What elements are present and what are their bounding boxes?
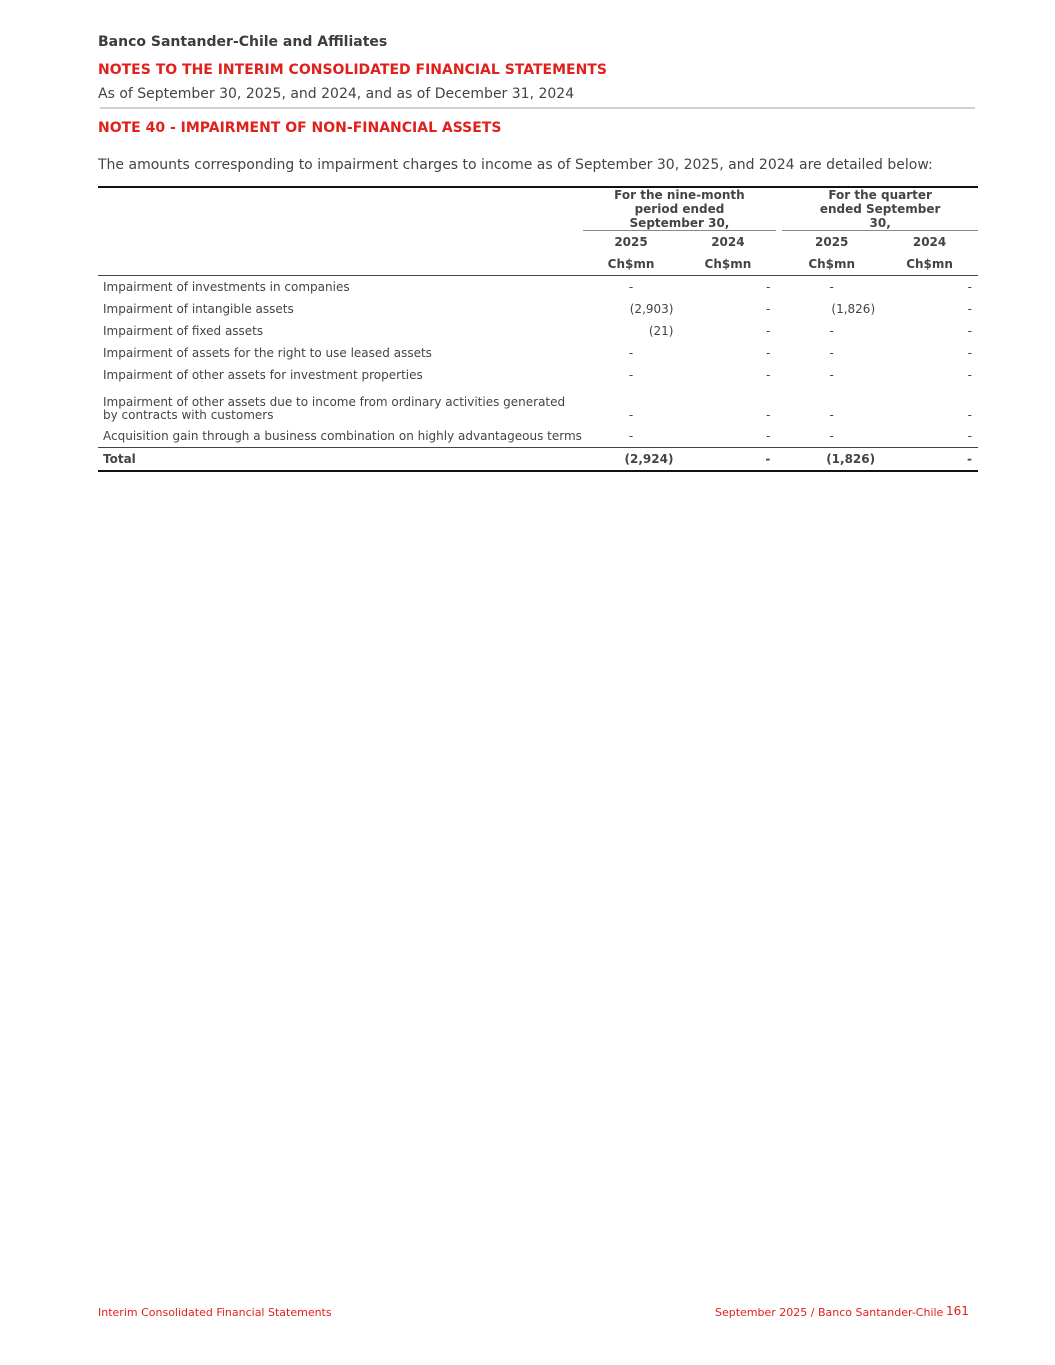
table-row	[98, 386, 978, 425]
row-value: -	[628, 346, 634, 360]
row-value: -	[829, 429, 834, 443]
row-value: -	[967, 429, 972, 443]
row-value: -	[628, 280, 634, 294]
unit-header: Ch$mn	[583, 253, 680, 276]
header-divider	[100, 107, 975, 109]
row-value: (21)	[648, 324, 674, 338]
table-total-row	[98, 448, 978, 472]
table-row	[98, 276, 978, 299]
unit-header: Ch$mn	[679, 253, 776, 276]
row-value: -	[766, 346, 771, 360]
row-value: -	[967, 346, 972, 360]
row-label: Impairment of other assets for investment properties	[103, 368, 423, 382]
row-value: -	[967, 302, 972, 316]
row-label: Impairment of assets for the right to use leased assets	[103, 346, 432, 360]
footer-separator: /	[807, 1306, 818, 1319]
company-name: Banco Santander-Chile and Affiliates	[98, 34, 388, 50]
row-value: -	[628, 408, 634, 422]
note-title: NOTE 40 - IMPAIRMENT OF NON-FINANCIAL ASSETS	[98, 120, 502, 136]
row-value: -	[829, 368, 834, 382]
table-group-header	[98, 187, 978, 231]
total-label: Total	[98, 448, 583, 472]
impairment-table	[98, 186, 978, 472]
table-row	[98, 298, 978, 320]
year-header: 2024	[711, 235, 745, 249]
page-number: 161	[946, 1304, 969, 1318]
row-value: -	[766, 280, 771, 294]
year-header: 2024	[912, 235, 947, 249]
table-row	[98, 364, 978, 386]
row-value: -	[766, 302, 771, 316]
table-row	[98, 425, 978, 448]
total-value: (1,826)	[782, 448, 881, 472]
footer-document-title: Interim Consolidated Financial Statements	[98, 1306, 332, 1319]
group-header-nine-month	[583, 187, 777, 231]
row-value: -	[967, 280, 972, 294]
table-year-header	[98, 231, 978, 254]
footer-bank: Banco Santander-Chile	[818, 1306, 944, 1319]
group-header-nine-month-text: For the nine-month period ended September 30,	[614, 188, 745, 230]
total-value: -	[881, 448, 978, 472]
total-value: -	[679, 448, 776, 472]
row-value: -	[628, 368, 634, 382]
row-value: -	[766, 429, 771, 443]
row-value: (2,903)	[629, 302, 674, 316]
table-row	[98, 320, 978, 342]
report-dates: As of September 30, 2025, and 2024, and as of December 31, 2024	[98, 86, 575, 102]
note-intro: The amounts corresponding to impairment charges to income as of September 30, 2025, and 2024 are detailed below:	[98, 157, 933, 173]
unit-header: Ch$mn	[782, 253, 881, 276]
row-value: -	[766, 368, 771, 382]
total-value: (2,924)	[583, 448, 680, 472]
year-header: 2025	[815, 235, 849, 249]
row-value: -	[967, 324, 972, 338]
group-header-quarter-text: For the quarter ended September 30,	[819, 188, 941, 230]
row-label: Impairment of intangible assets	[103, 302, 294, 316]
group-header-quarter	[782, 187, 978, 231]
row-value: -	[967, 368, 972, 382]
unit-header: Ch$mn	[881, 253, 978, 276]
row-value: -	[967, 408, 972, 422]
table-unit-header	[98, 253, 978, 276]
footer-date: September 2025	[715, 1306, 808, 1319]
year-header: 2025	[614, 235, 648, 249]
table-row	[98, 342, 978, 364]
row-label: Impairment of other assets due to income from ordinary activities generated by contracts with customers	[103, 395, 566, 422]
row-value: -	[628, 429, 634, 443]
footer-source	[715, 1306, 943, 1319]
row-value: -	[766, 324, 771, 338]
row-label: Impairment of fixed assets	[103, 324, 264, 338]
row-value: -	[829, 324, 834, 338]
row-value: -	[829, 408, 834, 422]
row-value: -	[766, 408, 771, 422]
row-value: -	[829, 280, 834, 294]
notes-title: NOTES TO THE INTERIM CONSOLIDATED FINANCIAL STATEMENTS	[98, 62, 607, 78]
row-label: Impairment of investments in companies	[103, 280, 350, 294]
row-value: -	[829, 346, 834, 360]
row-label: Acquisition gain through a business combination on highly advantageous terms	[103, 429, 582, 443]
row-value: (1,826)	[831, 302, 876, 316]
